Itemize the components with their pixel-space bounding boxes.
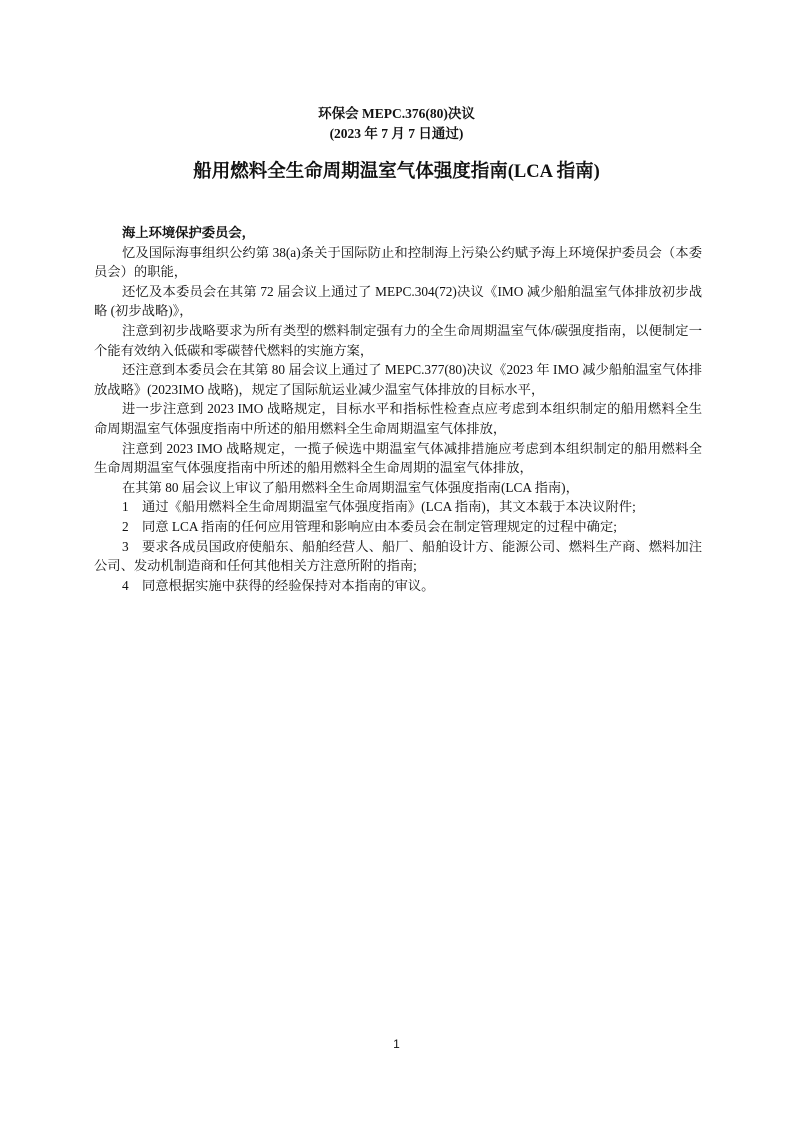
resolution-number: 环保会 MEPC.376(80)决议 bbox=[318, 106, 475, 121]
preamble-paragraph: 注意到初步战略要求为所有类型的燃料制定强有力的全生命周期温室气体/碳强度指南，以便制定一个能有效纳入低碳和零碳替代燃料的实施方案， bbox=[94, 322, 702, 358]
preamble-paragraph: 还忆及本委员会在其第 72 届会议上通过了 MEPC.304(72)决议《IMO 减少船舶温室气体排放初步战略 (初步战略)》， bbox=[94, 283, 702, 319]
preamble-paragraph: 还注意到本委员会在其第 80 届会议上通过了 MEPC.377(80)决议《2023 年 IMO 减少船舶温室气体排放战略》(2023IMO 战略)，规定了国际航运业减少温室气体排放的目标水平， bbox=[94, 362, 702, 397]
document-title: 船用燃料全生命周期温室气体强度指南(LCA 指南) bbox=[193, 162, 600, 182]
page-number: 1 bbox=[393, 1037, 400, 1051]
operative-item: 3 要求各成员国政府使船东、船舶经营人、船厂、船舶设计方、能源公司、燃料生产商、燃料加注公司、发动机制造商和任何其他相关方注意所附的指南; bbox=[94, 538, 702, 574]
operative-item: 2 同意 LCA 指南的任何应用管理和影响应由本委员会在制定管理规定的过程中确定; bbox=[122, 518, 617, 534]
preamble-paragraph: 注意到 2023 IMO 战略规定，一揽子候选中期温室气体减排措施应考虑到本组织制定的船用燃料全生命周期温室气体强度指南中所述的船用燃料全生命周期的温室气体排放， bbox=[94, 440, 702, 476]
preamble-paragraph: 在其第 80 届会议上审议了船用燃料全生命周期温室气体强度指南(LCA 指南)， bbox=[122, 479, 579, 495]
operative-item: 1 通过《船用燃料全生命周期温室气体强度指南》(LCA 指南)，其文本载于本决议附件; bbox=[122, 499, 636, 515]
preamble-paragraph: 忆及国际海事组织公约第 38(a)条关于国际防止和控制海上污染公约赋予海上环境保护委员会（本委员会）的职能， bbox=[94, 244, 702, 280]
document-body bbox=[94, 223, 702, 595]
adoption-date: (2023 年 7 月 7 日通过) bbox=[329, 126, 464, 141]
operative-item: 4 同意根据实施中获得的经验保持对本指南的审议。 bbox=[122, 577, 435, 593]
addressee: 海上环境保护委员会， bbox=[122, 225, 255, 240]
preamble-paragraph: 进一步注意到 2023 IMO 战略规定，目标水平和指标性检查点应考虑到本组织制定的船用燃料全生命周期温室气体强度指南中所述的船用燃料全生命周期温室气体排放， bbox=[94, 401, 702, 436]
